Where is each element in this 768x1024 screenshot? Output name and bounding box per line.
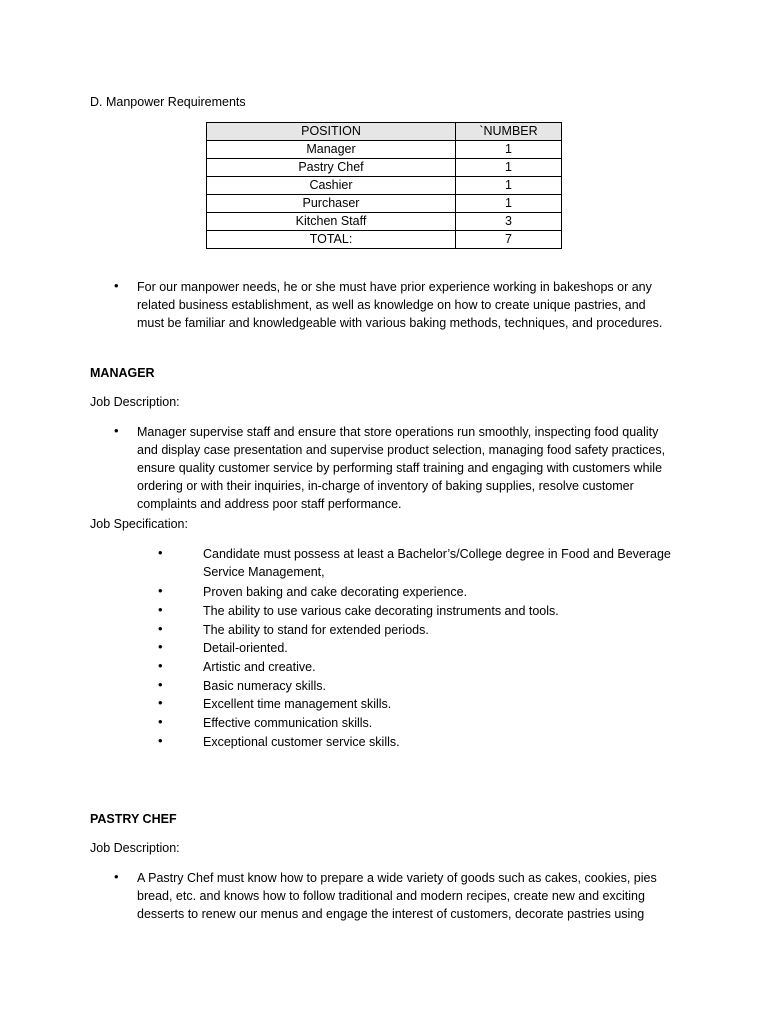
bullet-icon: • bbox=[158, 714, 163, 729]
manpower-table bbox=[206, 122, 562, 249]
intro-paragraph bbox=[137, 278, 662, 332]
spec-item: Artistic and creative. bbox=[203, 660, 316, 674]
text-line: For our manpower needs, he or she must have prior experience working in bakeshops or any bbox=[137, 280, 652, 294]
table-cell: 3 bbox=[456, 213, 562, 231]
spec-item: Effective communication skills. bbox=[203, 716, 373, 730]
bullet-icon: • bbox=[158, 602, 163, 617]
table-cell: TOTAL: bbox=[207, 231, 456, 249]
table-cell: 7 bbox=[456, 231, 562, 249]
bullet-icon: • bbox=[158, 695, 163, 710]
table-cell: 1 bbox=[456, 141, 562, 159]
table-cell: Pastry Chef bbox=[207, 159, 456, 177]
text-line: Candidate must possess at least a Bachelor’s/College degree in Food and Beverage bbox=[203, 547, 671, 561]
spec-item: The ability to stand for extended periods. bbox=[203, 623, 429, 637]
manager-description bbox=[137, 423, 665, 513]
pastry-chef-title: PASTRY CHEF bbox=[90, 812, 177, 826]
table-row bbox=[207, 141, 562, 159]
text-line: Service Management, bbox=[203, 565, 325, 579]
text-line: bread, etc. and knows how to follow traditional and modern recipes, create new and exciting bbox=[137, 889, 645, 903]
text-line: A Pastry Chef must know how to prepare a wide variety of goods such as cakes, cookies, pies bbox=[137, 871, 657, 885]
text-line: and display case presentation and supervise product selection, managing food safety practices, bbox=[137, 443, 666, 457]
bullet-icon: • bbox=[114, 869, 119, 884]
bullet-icon: • bbox=[114, 278, 119, 293]
manager-job-description-label: Job Description: bbox=[90, 395, 180, 409]
table-row bbox=[207, 195, 562, 213]
text-line: must be familiar and knowledgeable with various baking methods, techniques, and procedures. bbox=[137, 316, 663, 330]
table-row bbox=[207, 159, 562, 177]
text-line: related business establishment, as well as knowledge on how to create unique pastries, and bbox=[137, 298, 646, 312]
bullet-icon: • bbox=[114, 423, 119, 438]
text-line: ordering or with their inquiries, in-charge of inventory of baking supplies, resolve customer bbox=[137, 479, 634, 493]
spec-item: Exceptional customer service skills. bbox=[203, 735, 400, 749]
pastry-chef-description bbox=[137, 869, 657, 923]
text-line: ensure quality customer service by performing staff training and engaging with customers while bbox=[137, 461, 663, 475]
column-header-position: POSITION bbox=[207, 123, 456, 141]
table-row bbox=[207, 177, 562, 195]
spec-item: Basic numeracy skills. bbox=[203, 679, 326, 693]
manager-title: MANAGER bbox=[90, 366, 155, 380]
table-header-row bbox=[207, 123, 562, 141]
table-cell: Kitchen Staff bbox=[207, 213, 456, 231]
table-cell: 1 bbox=[456, 177, 562, 195]
spec-item: Detail-oriented. bbox=[203, 641, 288, 655]
column-header-number: `NUMBER bbox=[456, 123, 562, 141]
table-cell: Manager bbox=[207, 141, 456, 159]
bullet-icon: • bbox=[158, 677, 163, 692]
pastry-chef-job-description-label: Job Description: bbox=[90, 841, 180, 855]
spec-item: Excellent time management skills. bbox=[203, 697, 392, 711]
table-cell: 1 bbox=[456, 159, 562, 177]
text-line: complaints and address poor staff performance. bbox=[137, 497, 402, 511]
manager-job-specification-label: Job Specification: bbox=[90, 517, 188, 531]
table-row-total bbox=[207, 231, 562, 249]
text-line: desserts to renew our menus and engage the interest of customers, decorate pastries using bbox=[137, 907, 645, 921]
spec-item: Proven baking and cake decorating experience. bbox=[203, 585, 468, 599]
spec-item bbox=[203, 545, 671, 581]
table-cell: Cashier bbox=[207, 177, 456, 195]
text-line: Manager supervise staff and ensure that store operations run smoothly, inspecting food quality bbox=[137, 425, 659, 439]
table-row bbox=[207, 213, 562, 231]
spec-item: The ability to use various cake decorating instruments and tools. bbox=[203, 604, 559, 618]
table-cell: Purchaser bbox=[207, 195, 456, 213]
table-cell: 1 bbox=[456, 195, 562, 213]
bullet-icon: • bbox=[158, 545, 163, 560]
bullet-icon: • bbox=[158, 733, 163, 748]
section-heading: D. Manpower Requirements bbox=[90, 95, 246, 109]
bullet-icon: • bbox=[158, 621, 163, 636]
bullet-icon: • bbox=[158, 658, 163, 673]
bullet-icon: • bbox=[158, 583, 163, 598]
bullet-icon: • bbox=[158, 639, 163, 654]
